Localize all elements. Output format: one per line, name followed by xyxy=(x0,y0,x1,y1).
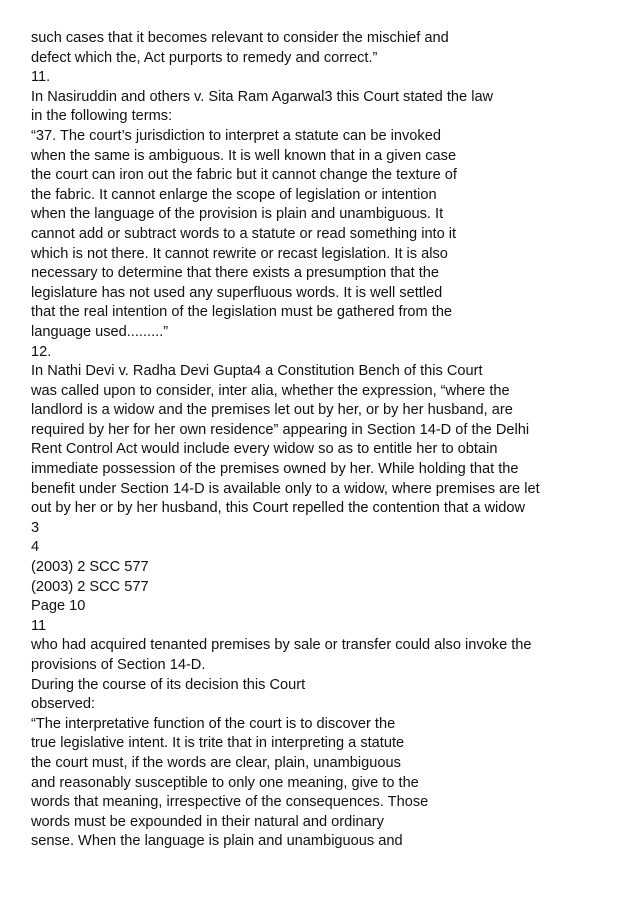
quote-line: and reasonably susceptible to only one meaning, give to the xyxy=(31,774,419,791)
text-line: provisions of Section 14-D. xyxy=(31,657,206,673)
paragraph-number: 12. xyxy=(31,343,52,360)
text-line: in the following terms: xyxy=(31,108,173,125)
text-line: such cases that it becomes relevant to consider the mischief and xyxy=(31,30,449,46)
quote-line: words that meaning, irrespective of the consequences. Those xyxy=(31,794,429,811)
text-line: out by her or by her husband, this Court repelled the contention that a widow xyxy=(31,500,526,517)
footnote-citation: (2003) 2 SCC 577 xyxy=(31,559,149,576)
text-line: was called upon to consider, inter alia, whether the expression, “where the xyxy=(31,382,510,399)
quote-line: legislature has not used any superfluous words. It is well settled xyxy=(31,284,443,301)
quote-line: that the real intention of the legislation must be gathered from the xyxy=(31,304,453,321)
quote-line: cannot add or subtract words to a statute or read something into it xyxy=(31,225,457,242)
page-label: Page 10 xyxy=(31,598,86,615)
quote-line: “The interpretative function of the court is to discover the xyxy=(31,715,396,732)
text-line: landlord is a widow and the premises let out by her, or by her husband, are xyxy=(31,402,513,419)
footnote-marker: 4 xyxy=(31,539,40,556)
quote-line: the court can iron out the fabric but it cannot change the texture of xyxy=(31,167,457,184)
quote-line: necessary to determine that there exists a presumption that the xyxy=(31,265,440,282)
quote-line: words must be expounded in their natural and ordinary xyxy=(31,813,384,830)
footnote-citation: (2003) 2 SCC 577 xyxy=(31,578,149,595)
text-line: immediate possession of the premises owned by her. While holding that the xyxy=(31,461,519,478)
text-line: defect which the, Act purports to remedy and correct.” xyxy=(31,49,378,66)
quote-line: sense. When the language is plain and unambiguous and xyxy=(31,833,403,850)
text-line: In Nasiruddin and others v. Sita Ram Agarwal3 this Court stated the law xyxy=(31,88,494,105)
text-line: who had acquired tenanted premises by sale or transfer could also invoke the xyxy=(31,637,532,654)
text-line: During the course of its decision this Court xyxy=(31,676,306,693)
text-line: Rent Control Act would include every widow so as to entitle her to obtain xyxy=(31,441,498,458)
quote-line: the fabric. It cannot enlarge the scope of legislation or intention xyxy=(31,186,437,203)
document-page xyxy=(31,29,631,852)
quote-line: the court must, if the words are clear, plain, unambiguous xyxy=(31,754,401,771)
quote-line: language used.........” xyxy=(31,323,169,340)
text-line: In Nathi Devi v. Radha Devi Gupta4 a Constitution Bench of this Court xyxy=(31,363,483,380)
paragraph-number: 11. xyxy=(31,69,51,86)
quote-line: which is not there. It cannot rewrite or recast legislation. It is also xyxy=(31,245,448,262)
text-line: required by her for her own residence” appearing in Section 14-D of the Delhi xyxy=(31,421,530,438)
text-line: benefit under Section 14-D is available only to a widow, where premises are let xyxy=(31,480,540,497)
quote-line: true legislative intent. It is trite that in interpreting a statute xyxy=(31,735,405,752)
text-line: observed: xyxy=(31,696,96,713)
quote-line: “37. The court’s jurisdiction to interpret a statute can be invoked xyxy=(31,127,441,144)
page-number: 11 xyxy=(31,617,47,634)
footnote-marker: 3 xyxy=(31,519,40,536)
quote-line: when the language of the provision is plain and unambiguous. It xyxy=(31,206,444,223)
quote-line: when the same is ambiguous. It is well known that in a given case xyxy=(31,147,457,164)
